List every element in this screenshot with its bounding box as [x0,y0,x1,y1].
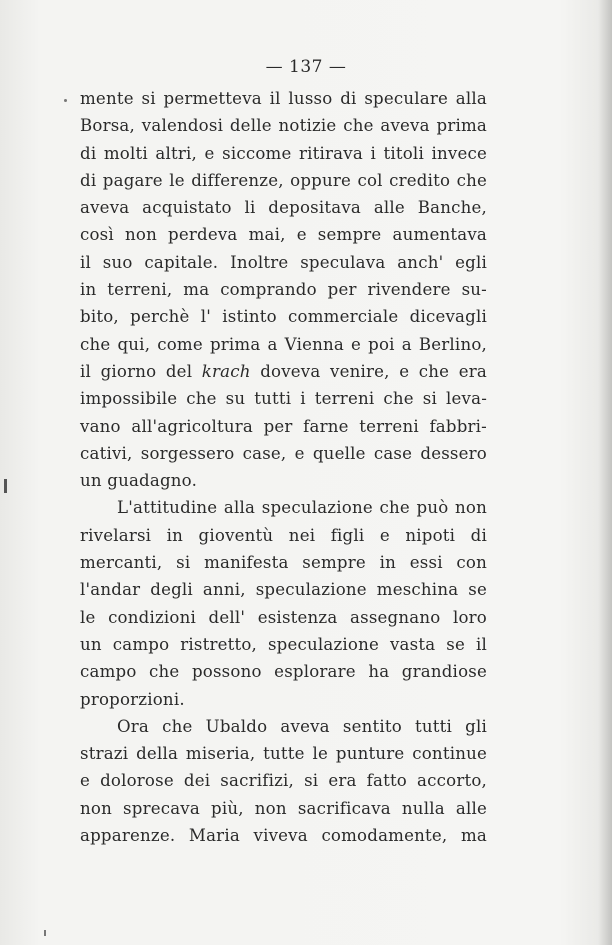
text-line: vano all'agricoltura per farne terreni fabbri- [80,416,487,436]
text-line: rivelarsi in gioventù nei figli e nipoti di [80,525,487,545]
text-line: di molti altri, e siccome ritirava i titoli invece [80,143,487,163]
text-line: bito, perchè l' istinto commerciale dicevagli [80,307,487,327]
margin-mark [4,479,7,493]
italic-term: krach [201,361,251,381]
text-line: campo che possono esplorare ha grandiose [80,662,487,682]
body-text [80,85,487,849]
text-line: aveva acquistato li depositava alle Banche, [80,198,487,218]
text-line: cativi, sorgessero case, e quelle case dessero [80,443,487,463]
text-line-paragraph-end: proporzioni. [80,689,185,709]
text-line: non sprecava più, non sacrificava nulla alle [80,798,487,818]
page-number: — 137 — [265,57,347,77]
text-line: il suo capitale. Inoltre speculava anch' egli [80,252,487,272]
text-line-paragraph-start: Ora che Ubaldo aveva sentito tutti gli [117,716,487,736]
text-line: impossibile che su tutti i terreni che si leva- [80,389,487,409]
text-line: le condizioni dell' esistenza assegnano loro [80,607,487,627]
text-line: mente si permetteva il lusso di speculare alla [80,89,487,108]
text-line: in terreni, ma comprando per rivendere su- [80,280,487,300]
text-line: che qui, come prima a Vienna e poi a Berlino, [80,334,487,354]
text-line: di pagare le differenze, oppure col credito che [80,170,487,190]
speck-mark [64,99,67,102]
text-line: così non perdeva mai, e sempre aumentava [80,225,487,245]
text-line: l'andar degli anni, speculazione meschina se [80,580,487,600]
margin-mark [44,930,46,936]
text-line: Borsa, valendosi delle notizie che aveva prima [80,116,487,136]
text-line: strazi della miseria, tutte le punture continue [80,744,487,764]
text-line: un campo ristretto, speculazione vasta se il [80,634,487,654]
text-line: e dolorose dei sacrifizi, si era fatto accorto, [80,771,487,791]
text-line-with-italic [80,358,487,385]
page-edge-shadow [598,0,612,945]
text-line: mercanti, si manifesta sempre in essi con [80,553,487,573]
text-line-paragraph-end: un guadagno. [80,471,198,491]
text-segment: il giorno del krach doveva venire, e che era [80,361,487,381]
text-line: apparenze. Maria viveva comodamente, ma [80,826,487,846]
text-line-paragraph-start: L'attitudine alla speculazione che può non [117,498,487,518]
